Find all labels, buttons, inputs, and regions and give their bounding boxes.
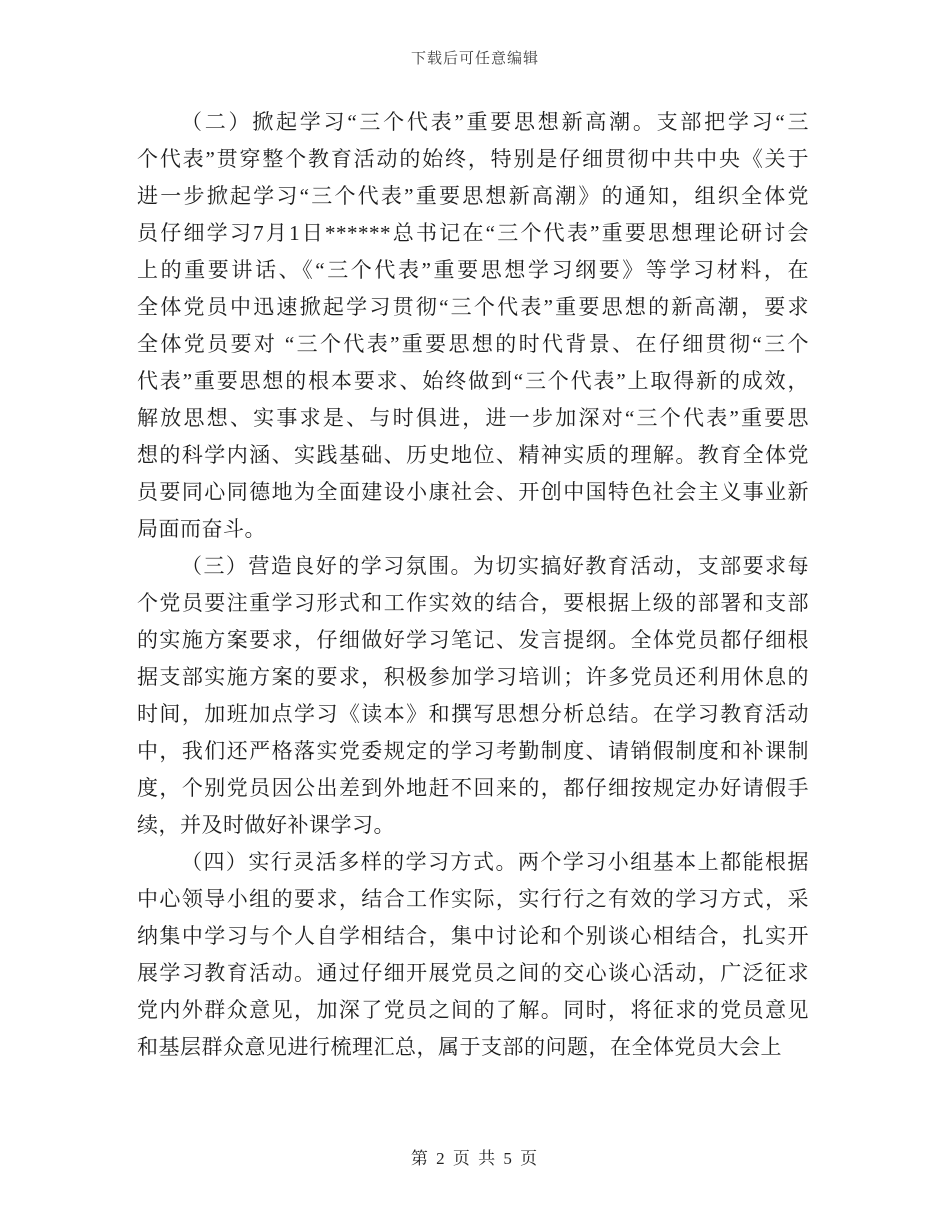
body-line: 的实施方案要求，仔细做好学习笔记、发言提纲。全体党员都仔细根 (137, 628, 809, 652)
page-footer (0, 1148, 950, 1170)
body-line: 上的重要讲话、《“三个代表”重要思想学习纲要》等学习材料，在 (137, 258, 809, 282)
body-line: （三）营造良好的学习氛围。为切实搞好教育活动，支部要求每 (181, 554, 809, 578)
body-line: 和基层群众意见进行梳理汇总，属于支部的问题，在全体党员大会上 (137, 1035, 782, 1059)
body-line: 中心领导小组的要求，结合工作实际，实行行之有效的学习方式，采 (137, 887, 809, 911)
body-line: 局面而奋斗。 (137, 517, 266, 541)
body-line: 全体党员要对 “三个代表”重要思想的时代背景、在仔细贯彻“三个 (137, 332, 809, 356)
body-line: （四）实行灵活多样的学习方式。两个学习小组基本上都能根据 (181, 850, 809, 874)
document-body (137, 104, 809, 1066)
body-line: 进一步掀起学习“三个代表”重要思想新高潮》的通知，组织全体党 (137, 184, 809, 208)
body-line: 续，并及时做好补课学习。 (137, 813, 395, 837)
body-line: 全体党员中迅速掀起学习贯彻“三个代表”重要思想的新高潮，要求 (137, 295, 809, 319)
page-header-note: 下载后可任意编辑 (410, 51, 539, 67)
body-line: 党内外群众意见，加深了党员之间的了解。同时，将征求的党员意见 (137, 998, 809, 1022)
body-line: 展学习教育活动。通过仔细开展党员之间的交心谈心活动，广泛征求 (137, 961, 809, 985)
body-line: 解放思想、实事求是、与时俱进，进一步加深对“三个代表”重要思 (137, 406, 809, 430)
page-number-label: 第 2 页 共 5 页 (410, 1149, 540, 1168)
body-line: 代表”重要思想的根本要求、始终做到“三个代表”上取得新的成效， (137, 369, 809, 393)
body-line: 员要同心同德地为全面建设小康社会、开创中国特色社会主义事业新 (137, 480, 809, 504)
body-line: 员仔细学习7月1日******总书记在“三个代表”重要思想理论研讨会 (137, 221, 809, 245)
body-line: 时间，加班加点学习《读本》和撰写思想分析总结。在学习教育活动 (137, 702, 809, 726)
body-line: 个党员要注重学习形式和工作实效的结合，要根据上级的部署和支部 (137, 591, 809, 615)
body-line: 个代表”贯穿整个教育活动的始终，特别是仔细贯彻中共中央《关于 (137, 147, 809, 171)
body-line: 想的科学内涵、实践基础、历史地位、精神实质的理解。教育全体党 (137, 443, 809, 467)
body-line: 中，我们还严格落实党委规定的学习考勤制度、请销假制度和补课制 (137, 739, 809, 763)
body-line: （二）掀起学习“三个代表”重要思想新高潮。支部把学习“三 (181, 110, 809, 134)
body-line: 度，个别党员因公出差到外地赶不回来的，都仔细按规定办好请假手 (137, 776, 809, 800)
body-line: 纳集中学习与个人自学相结合，集中讨论和个别谈心相结合，扎实开 (137, 924, 809, 948)
body-line: 据支部实施方案的要求，积极参加学习培训；许多党员还利用休息的 (137, 665, 809, 689)
